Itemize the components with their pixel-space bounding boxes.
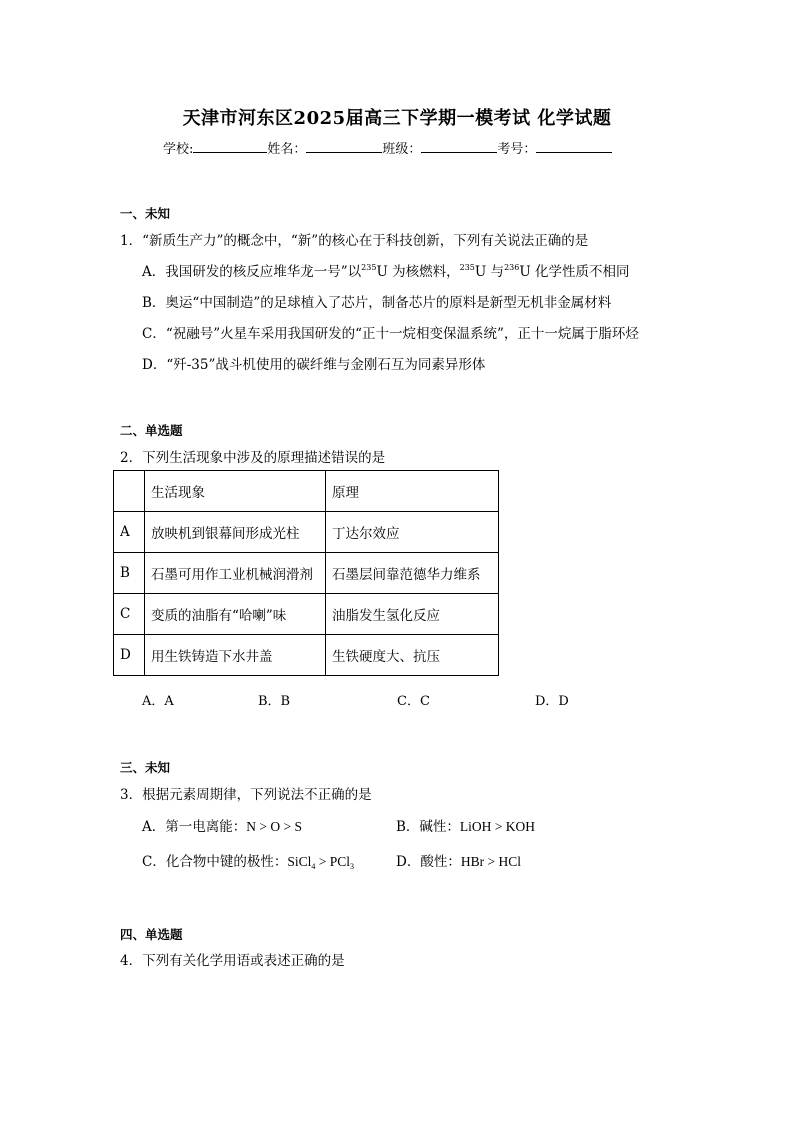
- question-1-option-d[interactable]: D．“歼-35”战斗机使用的碳纤维与金刚石互为同素异形体: [142, 357, 486, 373]
- question-2-table: [113, 470, 499, 676]
- row-key: A: [114, 512, 145, 553]
- table-header-cell: 原理: [326, 471, 499, 512]
- option-a-expression: N > O > S: [246, 819, 302, 834]
- name-label: 姓名：: [267, 142, 307, 157]
- page-title: 天津市河东区2025届高三下学期一模考试 化学试题: [182, 108, 612, 129]
- mass-number: 235: [361, 263, 377, 272]
- subscript: 3: [350, 862, 354, 871]
- school-label: 学校:: [163, 142, 194, 157]
- question-3-option-a[interactable]: [142, 815, 302, 835]
- question-3-option-b[interactable]: [396, 815, 535, 835]
- row-phenomenon: 用生铁铸造下水井盖: [145, 635, 326, 676]
- exam-number-blank[interactable]: [536, 138, 612, 153]
- option-a-text: A．我国研发的核反应堆华龙一号”以: [142, 264, 362, 280]
- section-heading-3: 三、未知: [120, 760, 171, 775]
- table-header-row: [114, 471, 499, 512]
- question-3-stem: 3．根据元素周期律，下列说法不正确的是: [120, 787, 372, 803]
- option-a-text: U 与: [474, 264, 505, 280]
- school-blank[interactable]: [193, 138, 267, 153]
- option-a-text: U 化学性质不相同: [519, 264, 630, 280]
- table-header-cell: [114, 471, 145, 512]
- row-key: B: [114, 553, 145, 594]
- subscript: 4: [311, 862, 316, 871]
- question-1-option-b[interactable]: B．奥运“中国制造”的足球植入了芯片，制备芯片的原料是新型无机非金属材料: [142, 295, 612, 311]
- question-1-option-c[interactable]: C．“祝融号”火星车采用我国研发的“正十一烷相变保温系统”，正十一烷属于脂环烃: [142, 326, 639, 342]
- row-phenomenon: 变质的油脂有“哈喇”味: [145, 594, 326, 635]
- section-heading-1: 一、未知: [120, 206, 171, 221]
- question-2-answer-d[interactable]: D．D: [535, 694, 569, 709]
- mass-number: 236: [504, 263, 520, 272]
- table-row: [114, 594, 499, 635]
- row-key: C: [114, 594, 145, 635]
- class-blank[interactable]: [421, 138, 497, 153]
- question-1-option-a[interactable]: [142, 260, 630, 280]
- formula-part: > PCl: [315, 854, 350, 869]
- mass-number: 235: [459, 263, 475, 272]
- question-4-stem: 4．下列有关化学用语或表述正确的是: [120, 953, 345, 969]
- table-row: [114, 512, 499, 553]
- table-row: [114, 553, 499, 594]
- option-a-text: U 为核燃料，: [376, 264, 460, 280]
- question-2-stem: 2．下列生活现象中涉及的原理描述错误的是: [120, 450, 386, 466]
- name-blank[interactable]: [306, 138, 382, 153]
- option-c-label: C．化合物中键的极性：: [142, 854, 288, 870]
- row-phenomenon: 石墨可用作工业机械润滑剂: [145, 553, 326, 594]
- row-key: D: [114, 635, 145, 676]
- row-principle: 生铁硬度大、抗压: [326, 635, 499, 676]
- question-3-option-c[interactable]: [142, 850, 354, 871]
- question-1-stem: 1．“新质生产力”的概念中，“新”的核心在于科技创新，下列有关说法正确的是: [120, 233, 589, 249]
- row-principle: 石墨层间靠范德华力维系: [326, 553, 499, 594]
- question-2-answer-a[interactable]: A．A: [142, 694, 174, 709]
- question-3-option-d[interactable]: [396, 850, 521, 870]
- row-principle: 油脂发生氢化反应: [326, 594, 499, 635]
- question-2-answer-b[interactable]: B．B: [258, 694, 291, 709]
- row-principle: 丁达尔效应: [326, 512, 499, 553]
- table-header-cell: 生活现象: [145, 471, 326, 512]
- section-heading-4: 四、单选题: [120, 927, 183, 942]
- student-info-line: [163, 138, 612, 157]
- row-phenomenon: 放映机到银幕间形成光柱: [145, 512, 326, 553]
- option-b-expression: LiOH > KOH: [459, 819, 536, 834]
- exam-number-label: 考号：: [497, 142, 537, 157]
- class-label: 班级：: [382, 142, 422, 157]
- section-heading-2: 二、单选题: [120, 423, 183, 438]
- table-row: [114, 635, 499, 676]
- question-2-answer-c[interactable]: C．C: [397, 694, 430, 709]
- option-d-label: D．酸性：: [396, 854, 461, 870]
- option-d-expression: HBr > HCl: [460, 854, 521, 869]
- formula-part: SiCl: [287, 854, 312, 869]
- option-b-label: B．碱性：: [396, 819, 460, 835]
- option-a-label: A．第一电离能：: [142, 819, 247, 835]
